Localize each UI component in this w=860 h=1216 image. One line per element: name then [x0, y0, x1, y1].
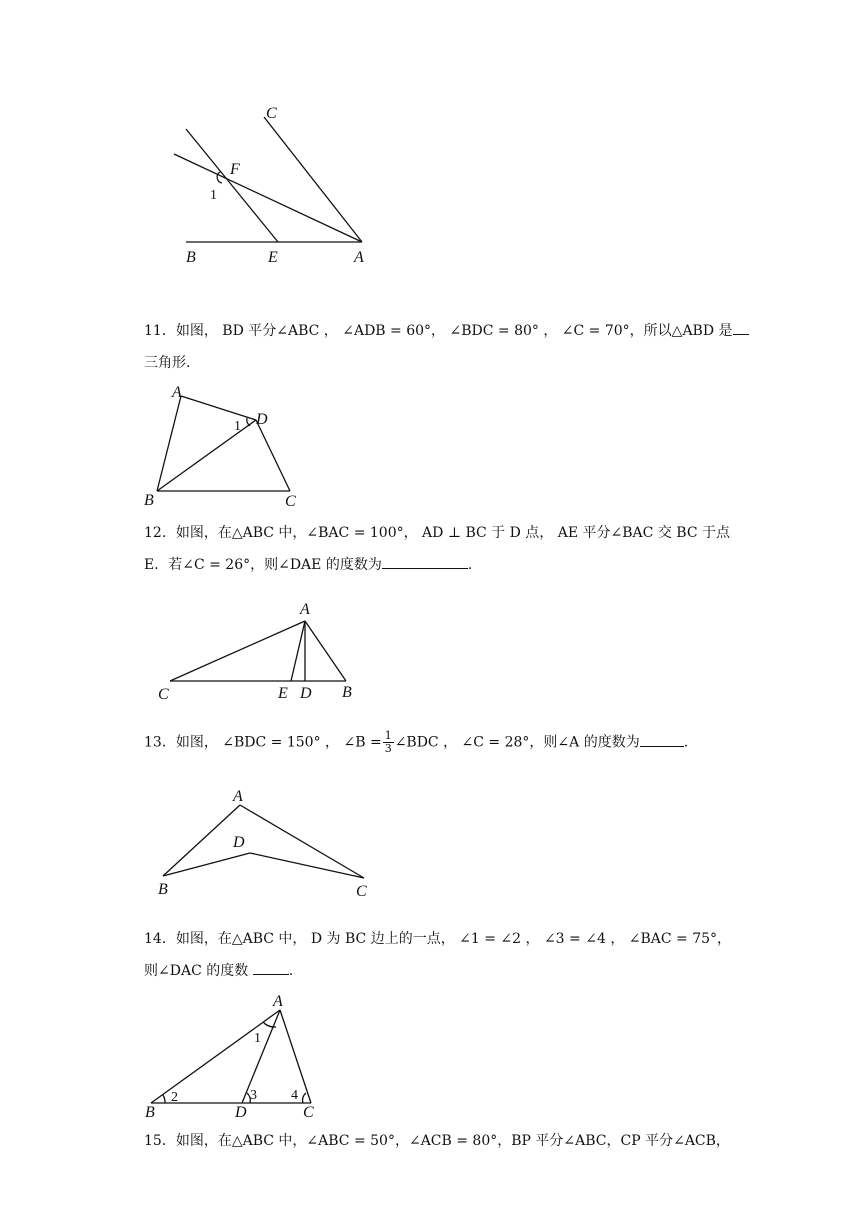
fig14-label-2: 2: [171, 1090, 178, 1105]
fig11-label-B: B: [144, 492, 154, 509]
segment-DC: [250, 853, 364, 878]
fig11-label-A: A: [172, 384, 182, 401]
fig10-label-E: E: [268, 249, 278, 266]
problem-14-line-2: [144, 960, 724, 982]
problem-12-line-2: [144, 554, 724, 576]
fig10-label-A: A: [354, 249, 364, 266]
fig12-label-A: A: [300, 601, 310, 618]
fig12-label-E: E: [278, 685, 288, 702]
angle-1-arc: [217, 172, 222, 183]
fig10-label-F: F: [230, 161, 240, 178]
fig13-label-B: B: [158, 881, 168, 898]
fig14-label-B: B: [145, 1104, 155, 1121]
fig11-label-C: C: [285, 493, 296, 510]
fig11-label-1: 1: [234, 419, 241, 434]
fig10-label-B: B: [186, 249, 196, 266]
answer-blank-12[interactable]: [382, 554, 468, 569]
angle-2-arc: [163, 1095, 165, 1103]
problem-12-period: .: [467, 557, 473, 573]
fig12-label-B: B: [342, 684, 352, 701]
fraction-one-third: [383, 730, 394, 755]
problem-15-text: 如图，在△ABC 中，∠ABC = 50°，∠ACB = 80°，BP 平分∠ABC，CP 平分∠ACB，: [175, 1133, 730, 1149]
side-DC: [256, 420, 290, 491]
fraction-denominator: 3: [384, 742, 392, 755]
fig14-label-1: 1: [254, 1031, 261, 1046]
problem-12-text-2: E．若∠C = 26°，则∠DAE 的度数为: [144, 557, 382, 573]
problem-14-text: 如图，在△ABC 中， D 为 BC 边上的一点， ∠1 = ∠2 ， ∠3 = ∠4 ， ∠BAC = 75°，: [175, 931, 732, 947]
answer-blank-13[interactable]: [640, 732, 684, 747]
angle-1-arc: [247, 418, 250, 426]
fig13-label-A: A: [233, 788, 243, 805]
problem-13-text-1: 如图， ∠BDC = 150° ， ∠B =: [175, 734, 382, 751]
side-AD: [181, 396, 256, 420]
side-AC: [240, 805, 364, 878]
bisector-AE: [291, 621, 305, 681]
fig14-label-4: 4: [291, 1088, 298, 1103]
problem-15-number: 15．: [144, 1133, 176, 1149]
problem-11-line-1: [144, 320, 733, 342]
fig14-label-A: A: [273, 993, 283, 1010]
problem-14-text-2: 则∠DAC 的度数: [144, 963, 249, 979]
problem-14-line-1: [144, 928, 732, 950]
problem-11-text: 如图， BD 平分∠ABC ， ∠ADB = 60°， ∠BDC = 80° ， ∠C = 70°，所以△ABD 是: [175, 323, 733, 339]
problem-14-period: .: [288, 963, 294, 979]
answer-blank-11[interactable]: [733, 320, 749, 335]
line-AC: [264, 117, 362, 242]
figure-10: [174, 117, 362, 242]
fig14-label-C: C: [303, 1104, 314, 1121]
problem-15-line-1: [144, 1130, 730, 1152]
angle-4-arc: [303, 1093, 306, 1103]
answer-blank-14[interactable]: [253, 960, 289, 975]
side-AB: [305, 621, 346, 681]
fig12-label-D: D: [300, 685, 312, 702]
problem-13-period: .: [683, 734, 689, 751]
problem-12-number: 12．: [144, 525, 176, 541]
problem-13-text-2: ∠BDC ， ∠C = 28°，则∠A 的度数为: [394, 734, 640, 751]
problem-12-text: 如图，在△ABC 中，∠BAC = 100°， AD ⊥ BC 于 D 点， AE 平分∠BAC 交 BC 于点: [175, 525, 730, 541]
problem-13-line-1: [144, 730, 724, 755]
problem-14-number: 14．: [144, 931, 176, 947]
side-CA: [170, 621, 305, 681]
fig10-label-C: C: [266, 105, 277, 122]
fig13-label-C: C: [356, 883, 367, 900]
fraction-numerator: 1: [384, 729, 392, 742]
fig10-label-1: 1: [210, 188, 217, 203]
fig14-label-3: 3: [250, 1088, 257, 1103]
problem-13-number: 13．: [144, 734, 176, 751]
line-E: [186, 129, 278, 242]
figure-13: [163, 805, 364, 878]
fig12-label-C: C: [158, 686, 169, 703]
fig11-label-D: D: [256, 411, 268, 428]
problem-11-number: 11．: [144, 323, 176, 339]
figure-12: [170, 621, 346, 681]
figure-11: [157, 396, 290, 491]
fig14-label-D: D: [235, 1104, 247, 1121]
fig13-label-D: D: [233, 834, 245, 851]
problem-12-line-1: [144, 522, 730, 544]
problem-11-line-2: 三角形.: [144, 355, 191, 371]
